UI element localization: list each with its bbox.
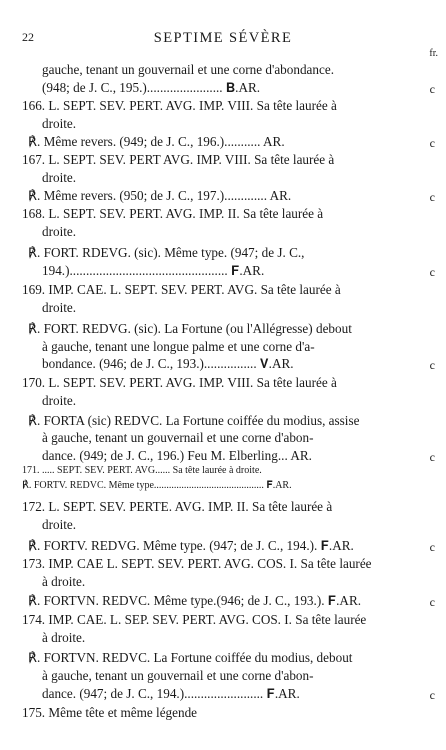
catalogue-line: à gauche, tenant un gouvernail et une corne d'abon- bbox=[42, 430, 314, 445]
catalogue-line: ℟. FORTV. REDVG. Même type. (947; de J. C., 194.). 𝐅.AR. bbox=[28, 538, 354, 553]
catalogue-line: à gauche, tenant une longue palme et une corne d'a- bbox=[42, 339, 315, 354]
catalogue-line: ℟. FORT. RDEVG. (sic). Même type. (947; de J. C., bbox=[28, 245, 305, 260]
rarity-mark: c bbox=[429, 358, 435, 372]
catalogue-line: 173. IMP. CAE L. SEPT. SEV. PERT. AVG. COS. I. Sa tête laurée bbox=[22, 556, 372, 571]
catalogue-line: dance. (947; de J. C., 194.)........................ 𝐅.AR. bbox=[42, 686, 300, 701]
catalogue-line: bondance. (946; de J. C., 193.)................ 𝐕.AR. bbox=[42, 356, 294, 371]
rarity-mark: c bbox=[429, 450, 435, 464]
catalogue-line: (948; de J. C., 195.)....................... 𝐁.AR. bbox=[42, 80, 261, 95]
catalogue-line: dance. (949; de J. C., 196.) Feu M. Elberling... AR. bbox=[42, 448, 312, 463]
catalogue-line: ℟. FORTA (sic) REDVC. La Fortune coiffée du modius, assise bbox=[28, 413, 360, 428]
running-title: SEPTIME SÉVÈRE bbox=[153, 30, 293, 46]
rarity-mark: c bbox=[429, 265, 435, 279]
rarity-mark: c bbox=[429, 190, 435, 204]
rarity-mark: c bbox=[429, 136, 435, 150]
catalogue-line: droite. bbox=[42, 393, 77, 408]
catalogue-line: droite. bbox=[42, 224, 77, 239]
rarity-mark: c bbox=[429, 688, 435, 702]
rarity-mark: c bbox=[429, 82, 435, 96]
catalogue-line: ℟. FORTVN. REDVC. Même type.(946; de J. C., 193.). 𝐅.AR. bbox=[28, 593, 362, 608]
rarity-mark: c bbox=[429, 540, 435, 554]
catalogue-line: 166. L. SEPT. SEV. PERT. AVG. IMP. VIII. Sa tête laurée à bbox=[22, 98, 337, 113]
catalogue-line: 167. L. SEPT. SEV. PERT AVG. IMP. VIII. Sa tête laurée à bbox=[22, 152, 335, 167]
catalogue-line: 170. L. SEPT. SEV. PERT. AVG. IMP. VIII. Sa tête laurée à bbox=[22, 375, 337, 390]
catalogue-line: gauche, tenant un gouvernail et une corne d'abondance. bbox=[42, 62, 335, 77]
catalogue-line: 175. Même tête et même légende bbox=[22, 705, 198, 720]
catalogue-line: droite. bbox=[42, 170, 77, 185]
catalogue-line: droite. bbox=[42, 116, 77, 131]
catalogue-line: droite. bbox=[42, 517, 77, 532]
catalogue-line: ℟. FORT. REDVG. (sic). La Fortune (ou l'Allégresse) debout bbox=[28, 321, 352, 336]
catalogue-line: ℟. FORTVN. REDVC. La Fortune coiffée du modius, debout bbox=[28, 650, 353, 665]
catalogue-line: 171. ..... SEPT. SEV. PERT. AVG...... Sa tête laurée à droite. bbox=[22, 465, 262, 476]
catalogue-line: à droite. bbox=[42, 574, 86, 589]
catalogue-line: à gauche, tenant un gouvernail et une corne d'abon- bbox=[42, 668, 314, 683]
catalogue-line: 174. IMP. CAE. L. SEP. SEV. PERT. AVG. COS. I. Sa tête laurée bbox=[22, 612, 367, 627]
catalogue-line: à droite. bbox=[42, 630, 86, 645]
catalogue-line: 169. IMP. CAE. L. SEPT. SEV. PERT. AVG. Sa tête laurée à bbox=[22, 282, 341, 297]
rarity-mark: c bbox=[429, 595, 435, 609]
catalogue-line: droite. bbox=[42, 300, 77, 315]
catalogue-line: ℟. FORTV. REDVC. Même type............................................ 𝐅.AR. bbox=[22, 480, 292, 491]
page-number: 22 bbox=[22, 30, 34, 44]
catalogue-line: ℟. Même revers. (949; de J. C., 196.)........... AR. bbox=[28, 134, 285, 149]
catalogue-line: 194.)................................................ 𝐅.AR. bbox=[42, 263, 265, 278]
catalogue-line: ℟. Même revers. (950; de J. C., 197.)............. AR. bbox=[28, 188, 292, 203]
catalogue-line: 168. L. SEPT. SEV. PERT. AVG. IMP. II. Sa tête laurée à bbox=[22, 206, 324, 221]
catalogue-line: 172. L. SEPT. SEV. PERTE. AVG. IMP. II. Sa tête laurée à bbox=[22, 499, 333, 514]
margin-label: fr. bbox=[429, 48, 438, 59]
